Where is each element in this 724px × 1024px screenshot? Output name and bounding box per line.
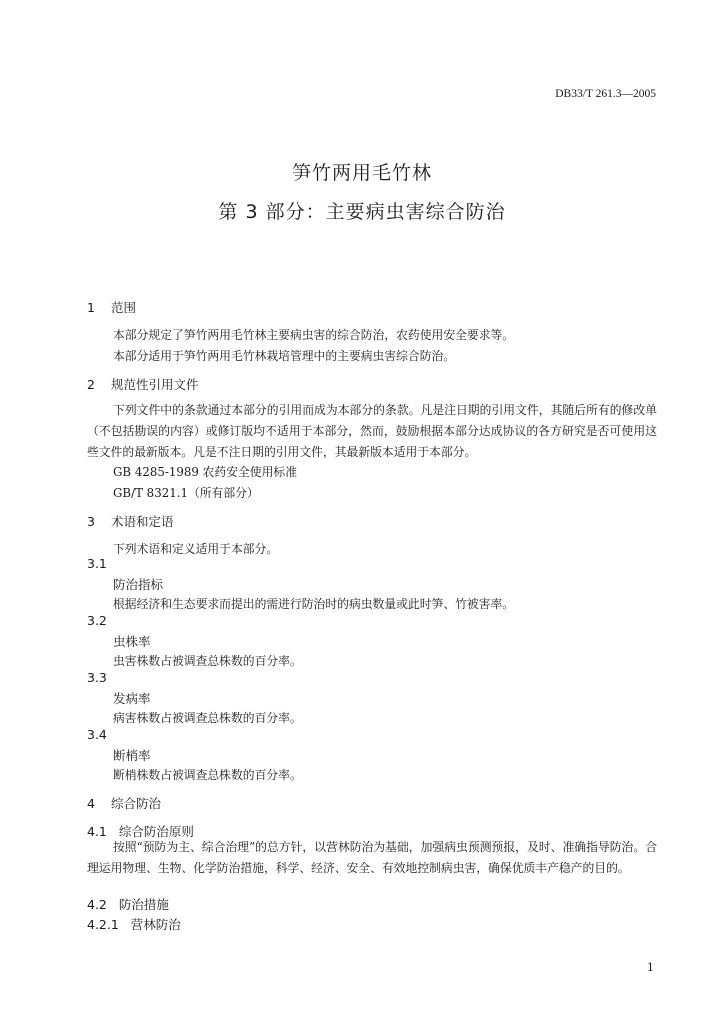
term-name: 虫株率 (113, 634, 151, 649)
reference-gbt8321: GB/T 8321.1（所有部分） (113, 486, 259, 500)
section-2-paragraph: 下列文件中的条款通过本部分的引用而成为本部分的条款。凡是注日期的引用文件，其随后所有的修改单（不包括勘误的内容）或修订版均不适用于本部分，然而，鼓励根据本部分达成协议的各方研究是否可使用这些文件的最新版本。凡是不注日期的引用文件，其最新版本适用于本部分。 (87, 403, 657, 459)
section-4-heading (87, 794, 161, 812)
standard-code: DB33/T 261.3—2005 (555, 88, 656, 100)
subsection-title: 营林防治 (130, 917, 181, 932)
section-title: 综合防治 (111, 796, 162, 811)
subsection-4-1-paragraph: 按照“预防为主、综合治理”的总方针，以营林防治为基础，加强病虫预测预报，及时、准确指导防治。合理运用物理、生物、化学防治措施，科学、经济、安全、有效地控制病虫害，确保优质丰产稳产的目的。 (87, 840, 657, 875)
section-number: 3 (87, 514, 95, 529)
term-definition: 根据经济和生态要求而提出的需进行防治时的病虫数量或此时笋、竹被害率。 (113, 597, 515, 611)
subsection-number: 4.2 (87, 897, 107, 912)
section-1-paragraph-2: 本部分适用于笋竹两用毛竹林栽培管理中的主要病虫害综合防治。 (113, 349, 456, 363)
term-number: 3.1 (87, 556, 107, 571)
reference-gb4285: GB 4285-1989 农药安全使用标准 (113, 465, 297, 479)
subsection-title: 综合防治原则 (118, 824, 194, 839)
section-3-intro: 下列术语和定义适用于本部分。 (113, 542, 279, 556)
section-title: 术语和定语 (111, 514, 174, 529)
section-number: 2 (87, 377, 95, 392)
subsection-number: 4.1 (87, 824, 107, 839)
subsection-4-2-heading (87, 895, 169, 913)
page-number: 1 (647, 961, 654, 974)
section-number: 4 (87, 796, 95, 811)
term-number: 3.4 (87, 727, 107, 742)
section-title: 规范性引用文件 (111, 377, 199, 392)
section-title: 范围 (111, 300, 137, 315)
term-number: 3.2 (87, 613, 107, 628)
section-number: 1 (87, 300, 95, 315)
document-title: 笋竹两用毛竹林 (291, 162, 432, 184)
subsection-number: 4.2.1 (87, 917, 119, 932)
subsection-4-2-1-heading (87, 915, 181, 933)
term-name: 断梢率 (113, 748, 151, 763)
term-name: 发病率 (113, 691, 151, 706)
section-1-heading (87, 298, 136, 316)
term-name: 防治指标 (113, 577, 164, 592)
section-2-heading (87, 375, 199, 393)
section-1-paragraph-1: 本部分规定了笋竹两用毛竹林主要病虫害的综合防治，农药使用安全要求等。 (113, 328, 515, 342)
term-definition: 病害株数占被调查总株数的百分率。 (113, 711, 302, 725)
term-definition: 虫害株数占被调查总株数的百分率。 (113, 654, 302, 668)
document-part-title: 第 3 部分：主要病虫害综合防治 (218, 201, 506, 223)
subsection-title: 防治措施 (118, 897, 169, 912)
term-definition: 断梢株数占被调查总株数的百分率。 (113, 768, 302, 782)
term-number: 3.3 (87, 670, 107, 685)
section-3-heading (87, 512, 174, 530)
